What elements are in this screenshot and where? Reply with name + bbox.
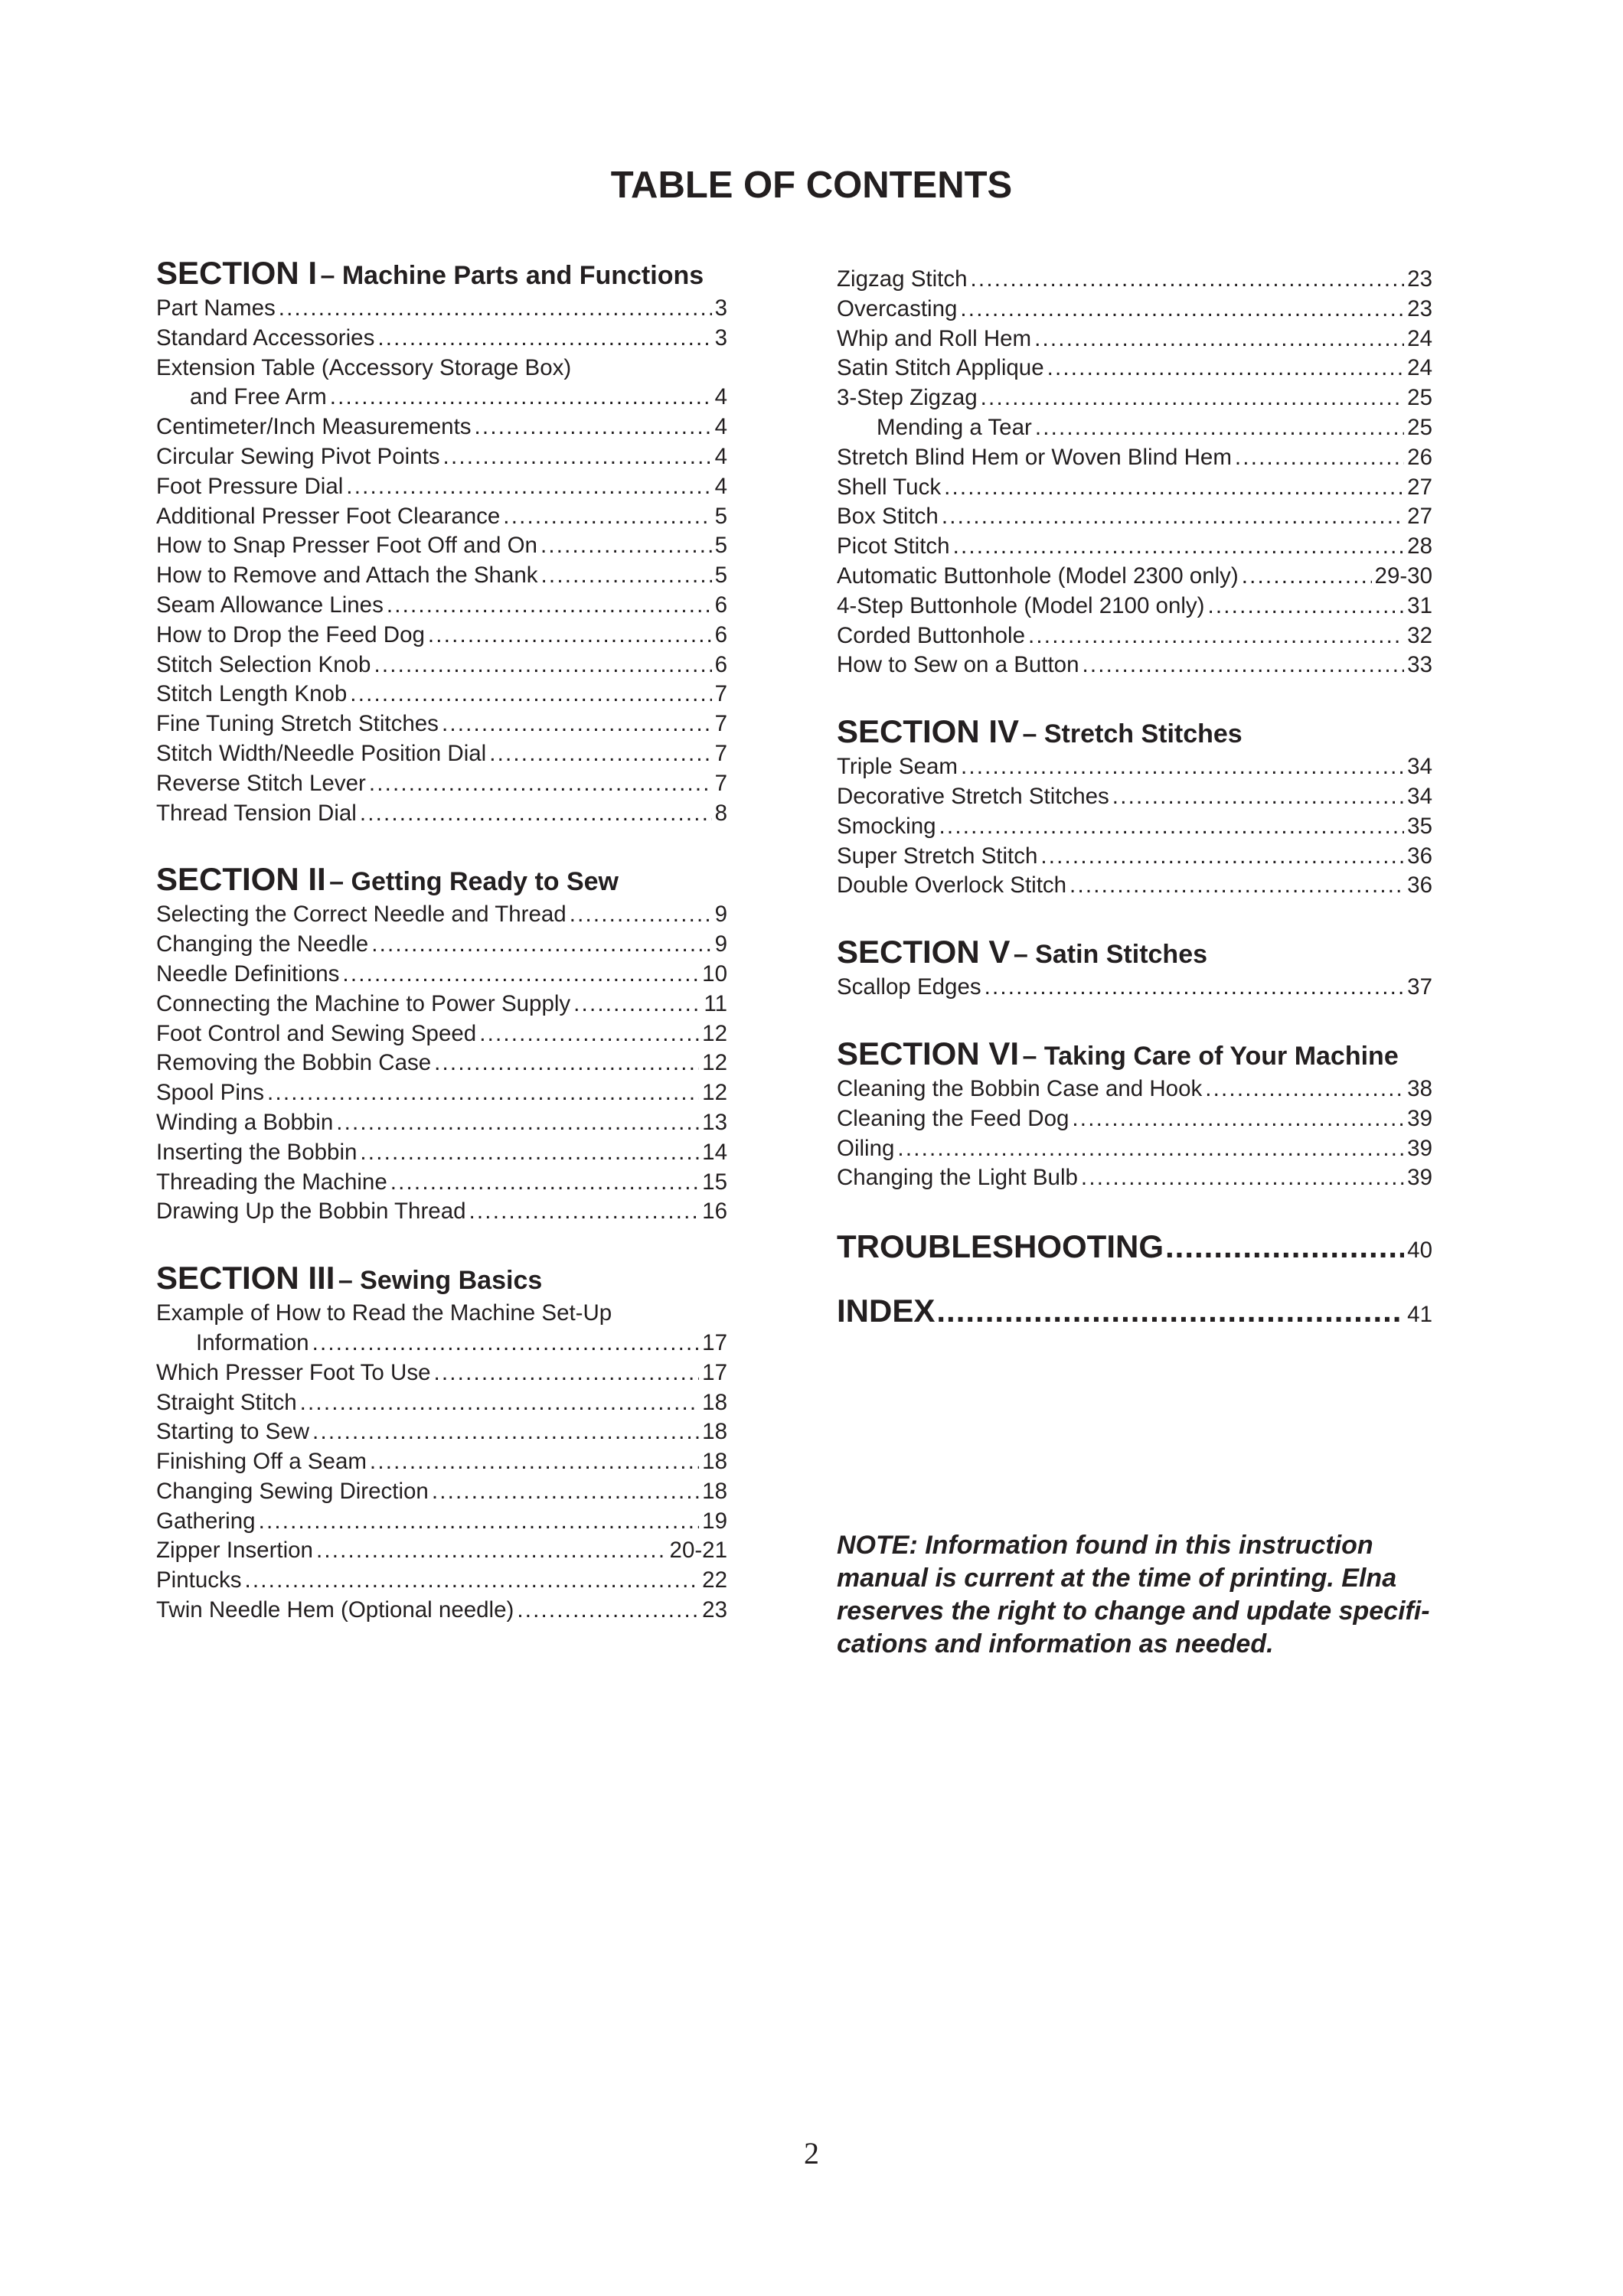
section-heading-5 <box>837 931 1432 973</box>
toc-entry <box>837 473 1432 503</box>
toc-entry-label: How to Remove and Attach the Shank <box>156 563 538 589</box>
toc-entry-label: Additional Presser Foot Clearance <box>156 503 501 529</box>
dot-leader <box>503 502 711 532</box>
toc-entry-page: 9 <box>714 902 727 928</box>
toc-entry <box>156 502 727 532</box>
troubleshooting-entry <box>837 1224 1432 1270</box>
toc-entry-label: Extension Table (Accessory Storage Box) <box>156 354 572 380</box>
toc-entry <box>837 1134 1432 1164</box>
toc-entry <box>156 990 727 1019</box>
dot-leader <box>1035 413 1404 443</box>
toc-entry-page: 10 <box>702 960 727 987</box>
dot-leader <box>360 799 712 829</box>
dot-leader <box>259 1507 700 1537</box>
toc-entry-label: How to Snap Presser Foot Off and On <box>156 533 537 559</box>
toc-entry <box>156 769 727 799</box>
toc-entry-page: 5 <box>714 503 727 529</box>
toc-entry <box>156 324 727 354</box>
toc-entry-label: Foot Pressure Dial <box>156 473 344 499</box>
toc-entry-page: 3 <box>714 295 727 321</box>
toc-entry <box>156 1477 727 1507</box>
toc-entry-page: 12 <box>702 1020 727 1046</box>
toc-entry <box>156 900 727 930</box>
toc-entry-page: 32 <box>1407 622 1432 648</box>
dot-leader <box>944 473 1404 503</box>
dot-leader <box>960 295 1404 325</box>
toc-entry-page: 7 <box>714 770 727 796</box>
toc-entry-page: 28 <box>1407 533 1432 559</box>
toc-entry-label: Automatic Buttonhole (Model 2300 only) <box>837 563 1239 589</box>
toc-entry <box>837 413 1432 443</box>
dot-leader <box>316 1536 667 1566</box>
toc-entry-page: 6 <box>714 592 727 618</box>
toc-entry-page: 18 <box>702 1389 727 1415</box>
toc-entry-page: 19 <box>702 1508 727 1534</box>
toc-entry <box>837 325 1432 354</box>
dot-leader <box>434 1358 700 1388</box>
toc-entry <box>156 1507 727 1537</box>
section-subtitle: – Sewing Basics <box>338 1266 543 1296</box>
section-heading-3 <box>156 1257 727 1299</box>
dot-leader <box>312 1329 700 1358</box>
toc-entry-label: How to Sew on a Button <box>837 652 1079 678</box>
toc-entry <box>837 621 1432 651</box>
toc-entry-label: Winding a Bobbin <box>156 1109 334 1135</box>
note-line: manual is current at the time of printing. Elna <box>837 1564 1397 1593</box>
toc-entry-label: Decorative Stretch Stitches <box>837 783 1109 809</box>
dot-leader <box>1028 621 1404 651</box>
dot-leader <box>517 1596 699 1626</box>
toc-entry-label: Zigzag Stitch <box>837 266 968 292</box>
toc-entry-label: Centimeter/Inch Measurements <box>156 414 472 440</box>
section-label: SECTION V <box>837 934 1011 970</box>
toc-entry <box>156 561 727 591</box>
toc-entry <box>837 871 1432 901</box>
toc-entry-page: 6 <box>714 651 727 677</box>
toc-entry <box>837 592 1432 621</box>
toc-entry <box>156 472 727 502</box>
toc-entry-page: 23 <box>1407 295 1432 321</box>
section-heading-4 <box>837 711 1432 752</box>
toc-entry <box>156 442 727 472</box>
dot-leader <box>346 472 711 502</box>
toc-entry-page: 4 <box>714 414 727 440</box>
toc-entry-label: Stitch Length Knob <box>156 681 348 707</box>
toc-entry <box>156 354 727 383</box>
dot-leader <box>330 383 712 413</box>
toc-entry-page: 39 <box>1407 1165 1432 1191</box>
troubleshooting-label: TROUBLESHOOTING <box>837 1228 1164 1265</box>
section-6-entries <box>837 1075 1432 1193</box>
toc-entry <box>156 799 727 829</box>
section-1-entries <box>156 294 727 828</box>
toc-entry-page: 7 <box>714 681 727 707</box>
note-line: cations and information as needed. <box>837 1629 1274 1658</box>
toc-entry-label: Reverse Stitch Lever <box>156 770 366 796</box>
toc-entry-label: Example of How to Read the Machine Set-Up <box>156 1300 612 1326</box>
toc-entry <box>837 752 1432 782</box>
toc-entry-label: Threading the Machine <box>156 1169 387 1195</box>
toc-entry-label: Inserting the Bobbin <box>156 1139 358 1165</box>
dot-leader <box>479 1019 699 1049</box>
toc-entry <box>156 1417 727 1447</box>
index-entry <box>837 1288 1432 1334</box>
toc-entry <box>156 294 727 324</box>
toc-entry-label: Thread Tension Dial <box>156 800 357 826</box>
toc-entry-page: 24 <box>1407 355 1432 381</box>
section-subtitle: – Satin Stitches <box>1013 940 1208 970</box>
toc-entry-label: 3-Step Zigzag <box>837 385 978 411</box>
toc-entry-label: Corded Buttonhole <box>837 622 1026 648</box>
toc-entry-page: 17 <box>702 1329 727 1355</box>
toc-entry <box>156 1358 727 1388</box>
note-line: reserves the right to change and update specifi- <box>837 1596 1430 1626</box>
toc-entry-page: 6 <box>714 621 727 647</box>
dot-leader <box>245 1566 700 1596</box>
toc-entry-label: Connecting the Machine to Power Supply <box>156 990 571 1016</box>
toc-entry-page: 7 <box>714 711 727 737</box>
toc-entry <box>156 1566 727 1596</box>
toc-entry-page: 37 <box>1407 974 1432 1000</box>
dot-leader <box>897 1134 1404 1164</box>
toc-entry <box>837 383 1432 413</box>
toc-entry-label: Scallop Edges <box>837 974 981 1000</box>
dot-leader <box>360 1138 699 1168</box>
toc-entry-label: and Free Arm <box>190 384 327 410</box>
toc-entry <box>156 1049 727 1078</box>
toc-entry-page: 16 <box>702 1199 727 1225</box>
toc-entry <box>156 709 727 739</box>
toc-entry-page: 3 <box>714 325 727 351</box>
toc-entry <box>156 413 727 442</box>
toc-entry-label: Spool Pins <box>156 1080 265 1106</box>
toc-entry-label: Zipper Insertion <box>156 1538 313 1564</box>
dot-leader <box>387 591 712 621</box>
dot-leader <box>279 294 712 324</box>
toc-entry <box>156 680 727 709</box>
toc-entry-label: Standard Accessories <box>156 325 375 351</box>
dot-leader <box>939 812 1405 842</box>
section-subtitle: – Stretch Stitches <box>1022 719 1243 749</box>
section-3-entries <box>156 1299 727 1626</box>
toc-entry-label: Stitch Selection Knob <box>156 651 371 677</box>
toc-entry-page: 33 <box>1407 652 1432 678</box>
toc-entry-label: Changing Sewing Direction <box>156 1478 429 1504</box>
toc-entry-page: 26 <box>1407 444 1432 470</box>
section-subtitle: – Machine Parts and Functions <box>320 261 704 290</box>
toc-entry <box>837 1075 1432 1104</box>
toc-entry-page: 17 <box>702 1359 727 1385</box>
toc-entry-page: 22 <box>702 1567 727 1593</box>
toc-entry <box>156 591 727 621</box>
toc-entry <box>837 562 1432 592</box>
dot-leader <box>540 531 712 561</box>
toc-entry-label: Needle Definitions <box>156 960 340 987</box>
toc-entry <box>156 1329 727 1358</box>
section-heading-6 <box>837 1033 1432 1075</box>
toc-entry-label: Finishing Off a Seam <box>156 1449 367 1475</box>
dot-leader <box>312 1417 699 1447</box>
toc-entry-page: 34 <box>1407 783 1432 809</box>
toc-entry-label: Information <box>196 1329 309 1355</box>
toc-entry-page: 5 <box>714 563 727 589</box>
section-label: SECTION VI <box>837 1035 1020 1071</box>
toc-entry-label: Removing the Bobbin Case <box>156 1050 432 1076</box>
toc-entry-page: 25 <box>1407 385 1432 411</box>
toc-entry-page: 12 <box>702 1050 727 1076</box>
section-4-entries <box>837 752 1432 901</box>
toc-entry-label: Stitch Width/Needle Position Dial <box>156 740 487 766</box>
toc-entry <box>156 1168 727 1198</box>
toc-entry <box>156 1447 727 1477</box>
toc-entry-page: 20-21 <box>669 1538 727 1564</box>
toc-entry-page: 29-30 <box>1374 563 1432 589</box>
toc-entry-page: 5 <box>714 533 727 559</box>
toc-entry-page: 4 <box>714 473 727 499</box>
toc-entry-page: 11 <box>704 990 727 1016</box>
dot-leader <box>370 1447 699 1477</box>
note-line: NOTE: Information found in this instruction <box>837 1531 1373 1560</box>
troubleshooting-page: 40 <box>1407 1238 1432 1264</box>
toc-entry-label: Changing the Light Bulb <box>837 1165 1078 1191</box>
toc-entry <box>837 1163 1432 1193</box>
toc-entry-page: 14 <box>702 1139 727 1165</box>
toc-entry <box>837 532 1432 562</box>
dot-leader <box>350 680 711 709</box>
toc-entry-label: 4-Step Buttonhole (Model 2100 only) <box>837 592 1205 618</box>
toc-entry <box>156 621 727 651</box>
toc-entry <box>156 739 727 769</box>
dot-leader <box>434 1049 699 1078</box>
toc-entry-page: 13 <box>702 1109 727 1135</box>
toc-entry-page: 35 <box>1407 813 1432 839</box>
toc-entry-label: Triple Seam <box>837 754 958 780</box>
toc-entry-page: 12 <box>702 1080 727 1106</box>
toc-entry-label: Shell Tuck <box>837 474 942 500</box>
dot-leader <box>1242 562 1372 592</box>
toc-entry-label: Cleaning the Feed Dog <box>837 1105 1069 1131</box>
toc-entry-label: Which Presser Foot To Use <box>156 1359 431 1385</box>
dot-leader <box>300 1388 700 1418</box>
toc-entry <box>837 443 1432 473</box>
toc-entry-label: Satin Stitch Applique <box>837 355 1044 381</box>
toc-entry-page: 23 <box>702 1597 727 1623</box>
dot-leader <box>342 960 699 990</box>
dot-leader <box>981 383 1405 413</box>
toc-entry-label: Picot Stitch <box>837 533 950 559</box>
dot-leader <box>1072 1104 1404 1134</box>
toc-entry-page: 27 <box>1407 504 1432 530</box>
toc-entry-label: Fine Tuning Stretch Stitches <box>156 711 439 737</box>
toc-entry <box>837 1104 1432 1134</box>
toc-entry <box>837 812 1432 842</box>
toc-entry-label: Pintucks <box>156 1567 242 1593</box>
section-label: SECTION I <box>156 255 318 291</box>
page-number: 2 <box>804 2136 819 2170</box>
toc-entry <box>156 1108 727 1138</box>
toc-entry-label: Twin Needle Hem (Optional needle) <box>156 1597 514 1623</box>
section-heading-2 <box>156 859 727 900</box>
section-heading-1 <box>156 253 727 294</box>
toc-entry-label: Super Stretch Stitch <box>837 843 1038 869</box>
toc-entry-label: Foot Control and Sewing Speed <box>156 1020 477 1046</box>
toc-entry-label: How to Drop the Feed Dog <box>156 621 425 647</box>
page-title: TABLE OF CONTENTS <box>610 165 1013 206</box>
toc-right-column <box>837 265 1432 1334</box>
toc-entry-label: Mending a Tear <box>877 414 1032 440</box>
section-2-entries <box>156 900 727 1227</box>
dot-leader <box>369 769 712 799</box>
toc-entry-page: 18 <box>702 1449 727 1475</box>
toc-entry-label: Part Names <box>156 295 276 321</box>
dot-leader <box>428 621 712 651</box>
section-label: SECTION IV <box>837 713 1020 750</box>
toc-entry-label: Seam Allowance Lines <box>156 592 384 618</box>
toc-entry-page: 4 <box>714 443 727 469</box>
dot-leader <box>1235 443 1404 473</box>
dot-leader <box>1083 651 1405 680</box>
dot-leader <box>443 442 712 472</box>
toc-entry-label: Smocking <box>837 813 936 839</box>
toc-entry-page: 8 <box>714 800 727 826</box>
toc-entry <box>156 1536 727 1566</box>
toc-entry-label: Selecting the Correct Needle and Thread <box>156 902 567 928</box>
section-5-entries <box>837 973 1432 1003</box>
toc-entry-page: 39 <box>1407 1135 1432 1161</box>
toc-entry <box>837 651 1432 680</box>
section-label: SECTION II <box>156 861 326 898</box>
toc-entry <box>837 502 1432 532</box>
toc-entry-label: Circular Sewing Pivot Points <box>156 443 440 469</box>
dot-leader <box>1081 1163 1404 1193</box>
dot-leader <box>985 973 1405 1003</box>
toc-entry-page: 36 <box>1407 872 1432 899</box>
toc-entry <box>837 295 1432 325</box>
index-page: 41 <box>1407 1302 1432 1328</box>
dot-leader <box>1208 592 1405 621</box>
toc-entry-page: 39 <box>1407 1105 1432 1131</box>
index-label: INDEX <box>837 1293 936 1329</box>
dot-leader <box>390 1168 699 1198</box>
toc-entry <box>156 1078 727 1108</box>
toc-entry <box>837 842 1432 872</box>
toc-entry-label: Double Overlock Stitch <box>837 872 1067 899</box>
toc-entry <box>156 651 727 680</box>
toc-entry <box>156 1197 727 1227</box>
section-subtitle: – Taking Care of Your Machine <box>1022 1041 1399 1071</box>
dot-leader <box>267 1078 699 1108</box>
toc-entry-label: Cleaning the Bobbin Case and Hook <box>837 1075 1203 1101</box>
dot-leader <box>469 1197 700 1227</box>
toc-entry-page: 25 <box>1407 414 1432 440</box>
toc-entry-label: Overcasting <box>837 295 958 321</box>
toc-entry-page: 34 <box>1407 754 1432 780</box>
section-subtitle: – Getting Ready to Sew <box>329 867 619 897</box>
toc-entry <box>156 1019 727 1049</box>
dot-leader <box>953 532 1405 562</box>
toc-entry-page: 38 <box>1407 1075 1432 1101</box>
section-label: SECTION III <box>156 1260 335 1296</box>
dot-leader <box>971 265 1405 295</box>
toc-entry-label: Box Stitch <box>837 504 939 530</box>
dot-leader <box>475 413 712 442</box>
toc-entry <box>156 1596 727 1626</box>
dot-leader <box>489 739 711 769</box>
dot-leader <box>371 930 711 960</box>
toc-entry-label: Oiling <box>837 1135 895 1161</box>
dot-leader <box>1040 842 1404 872</box>
toc-entry-label: Gathering <box>156 1508 256 1534</box>
toc-entry <box>837 265 1432 295</box>
dot-leader <box>377 324 711 354</box>
toc-entry-page: 9 <box>714 931 727 957</box>
toc-entry <box>156 531 727 561</box>
toc-entry <box>837 973 1432 1003</box>
toc-entry-page: 18 <box>702 1478 727 1504</box>
toc-entry <box>156 1299 727 1329</box>
toc-entry-page: 18 <box>702 1419 727 1445</box>
toc-entry <box>156 960 727 990</box>
toc-entry-label: Starting to Sew <box>156 1419 310 1445</box>
section-3-continued-entries <box>837 265 1432 680</box>
disclaimer-note <box>837 1529 1472 1661</box>
dot-leader <box>1112 782 1404 812</box>
dot-leader <box>336 1108 699 1138</box>
dot-leader <box>1205 1075 1404 1104</box>
toc-left-column <box>156 253 727 1626</box>
dot-leader <box>942 502 1404 532</box>
toc-entry-page: 15 <box>702 1169 727 1195</box>
toc-entry-label: Drawing Up the Bobbin Thread <box>156 1199 466 1225</box>
toc-entry <box>156 930 727 960</box>
dot-leader <box>570 900 712 930</box>
toc-entry-page: 7 <box>714 740 727 766</box>
dot-leader <box>374 651 711 680</box>
dot-leader <box>442 709 712 739</box>
toc-entry-page: 4 <box>714 384 727 410</box>
toc-entry-label: Stretch Blind Hem or Woven Blind Hem <box>837 444 1232 470</box>
toc-entry-label: Changing the Needle <box>156 931 369 957</box>
dot-leader <box>541 561 712 591</box>
toc-entry-page: 24 <box>1407 325 1432 351</box>
dot-leader <box>1047 354 1405 383</box>
dot-leader <box>1034 325 1404 354</box>
toc-entry-page: 36 <box>1407 843 1432 869</box>
toc-entry-page: 23 <box>1407 266 1432 292</box>
dot-leader <box>432 1477 699 1507</box>
toc-entry <box>156 1138 727 1168</box>
toc-entry-page: 27 <box>1407 474 1432 500</box>
toc-entry <box>837 354 1432 383</box>
toc-entry-label: Whip and Roll Hem <box>837 325 1032 351</box>
toc-entry <box>156 383 727 413</box>
toc-entry <box>837 782 1432 812</box>
dot-leader <box>961 752 1404 782</box>
toc-entry-label: Straight Stitch <box>156 1389 297 1415</box>
toc-entry <box>156 1388 727 1418</box>
toc-entry-page: 31 <box>1407 592 1432 618</box>
dot-leader <box>1069 871 1404 901</box>
dot-leader <box>573 990 700 1019</box>
